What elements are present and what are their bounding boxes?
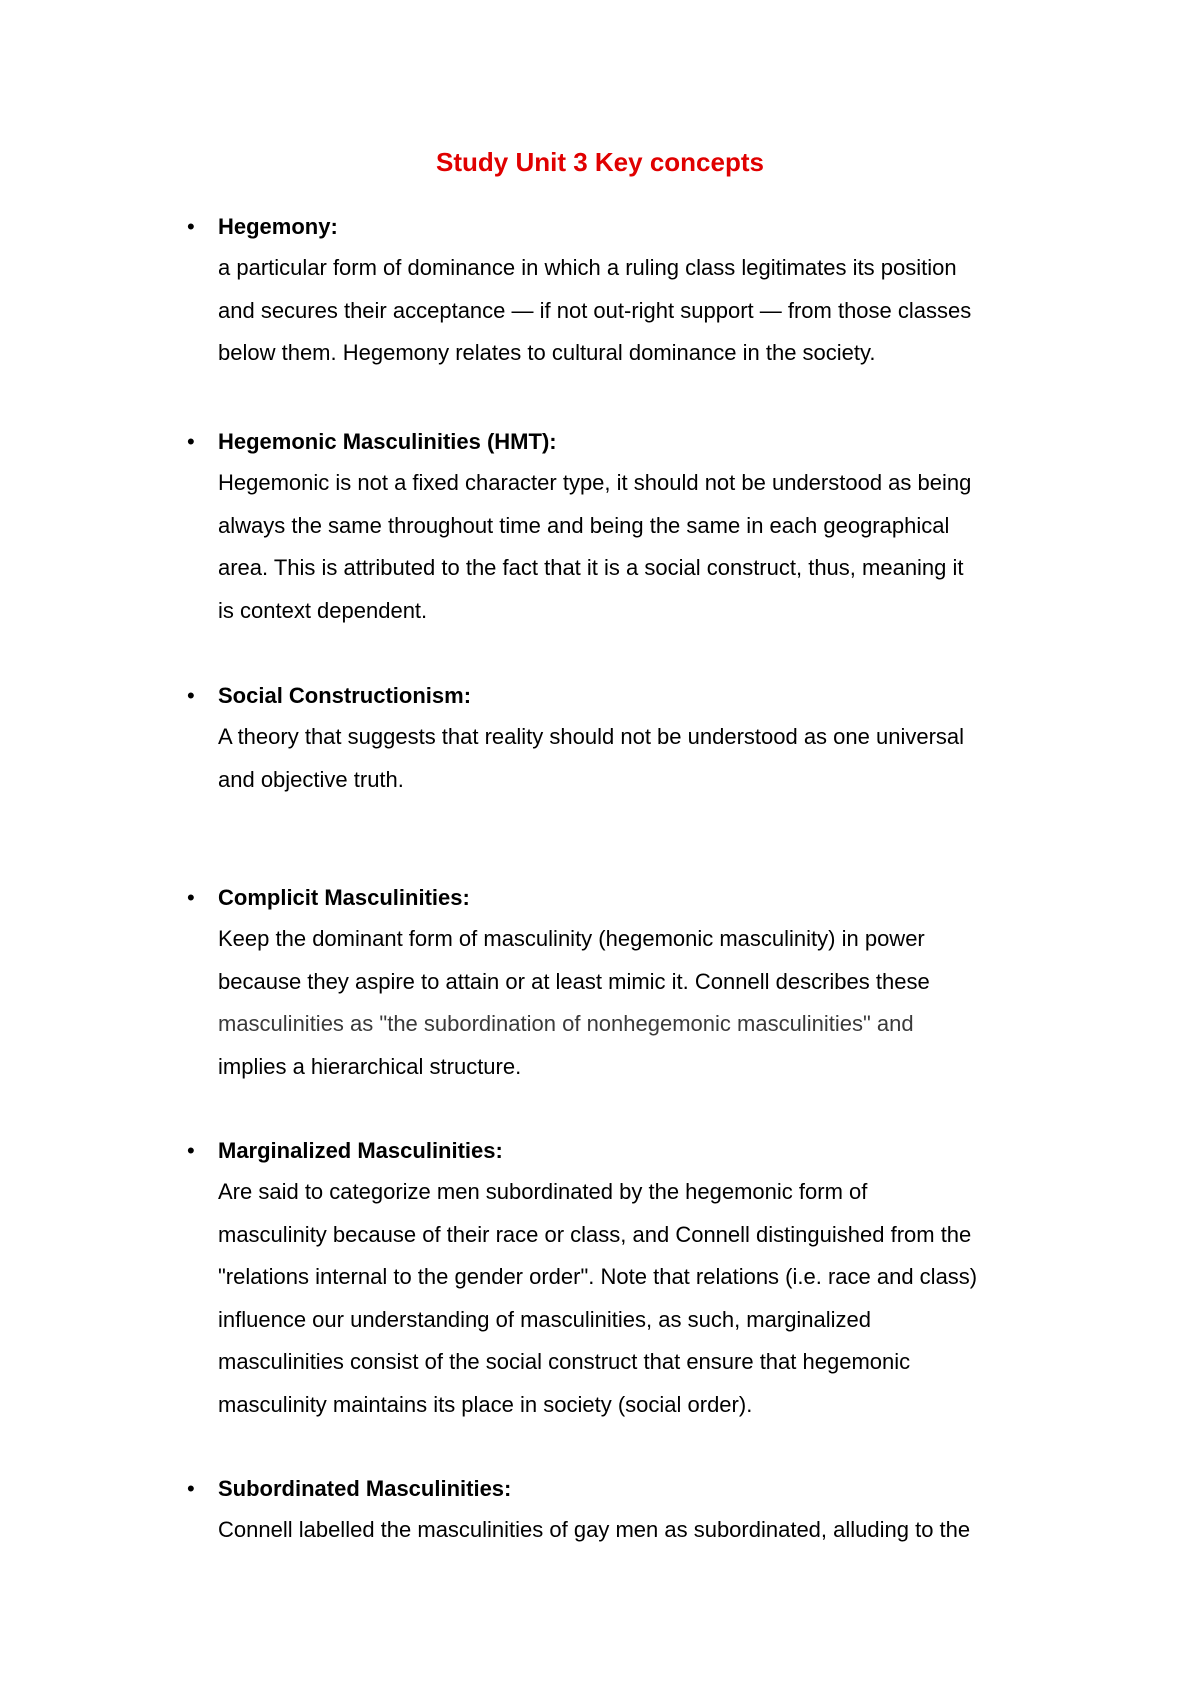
concept-term: Marginalized Masculinities:	[218, 1138, 503, 1163]
concept-term: Hegemony:	[218, 214, 338, 239]
concept-hegemonic-masculinities	[187, 422, 1098, 632]
concept-term: Subordinated Masculinities:	[218, 1476, 512, 1501]
bullet-icon: •	[187, 683, 195, 708]
concept-term: Social Constructionism:	[218, 683, 472, 708]
concept-marginalized-masculinities	[187, 1131, 1098, 1426]
definition-line: a particular form of dominance in which a ruling class legitimates its position	[218, 255, 957, 280]
definition-line: masculinities consist of the social construct that ensure that hegemonic	[218, 1349, 911, 1374]
bullet-icon: •	[187, 1138, 195, 1163]
bullet-icon: •	[187, 214, 195, 239]
definition-line: A theory that suggests that reality should not be understood as one universal	[218, 724, 965, 749]
page-title: Study Unit 3 Key concepts	[436, 147, 764, 177]
definition-line: because they aspire to attain or at least mimic it. Connell describes these	[218, 968, 930, 994]
bullet-icon: •	[187, 1476, 195, 1501]
bullet-icon: •	[187, 429, 195, 454]
concept-term: Hegemonic Masculinities (HMT):	[218, 429, 557, 454]
definition-line: Are said to categorize men subordinated by the hegemonic form of	[218, 1179, 868, 1204]
definition-line: Keep the dominant form of masculinity (hegemonic masculinity) in power	[218, 926, 925, 951]
definition-line: and secures their acceptance — if not out-right support — from those classes	[218, 297, 972, 323]
definition-line: influence our understanding of masculinities, as such, marginalized	[218, 1306, 872, 1332]
definition-line: and objective truth.	[218, 766, 404, 792]
definition-line: masculinity maintains its place in society (social order).	[218, 1391, 753, 1417]
definition-line: masculinities as "the subordination of nonhegemonic masculinities" and	[218, 1011, 914, 1036]
definition-line: masculinity because of their race or class, and Connell distinguished from the	[218, 1221, 972, 1247]
concept-subordinated-masculinities	[187, 1469, 1098, 1552]
bullet-icon: •	[187, 885, 195, 910]
definition-line: below them. Hegemony relates to cultural dominance in the society.	[218, 340, 876, 365]
definition-line: area. This is attributed to the fact that it is a social construct, thus, meaning it	[218, 555, 964, 580]
concept-term: Complicit Masculinities:	[218, 885, 470, 910]
definition-line: is context dependent.	[218, 597, 428, 623]
definition-line: implies a hierarchical structure.	[218, 1053, 522, 1079]
definition-line: Connell labelled the masculinities of gay men as subordinated, alluding to the	[218, 1517, 971, 1542]
concept-complicit-masculinities	[187, 878, 1098, 1088]
concept-hegemony	[187, 207, 1098, 375]
concept-social-constructionism	[187, 676, 1098, 801]
definition-line: Hegemonic is not a fixed character type, it should not be understood as being	[218, 470, 972, 495]
definition-line: "relations internal to the gender order". Note that relations (i.e. race and class)	[218, 1264, 978, 1289]
definition-line: always the same throughout time and being the same in each geographical	[218, 512, 950, 538]
